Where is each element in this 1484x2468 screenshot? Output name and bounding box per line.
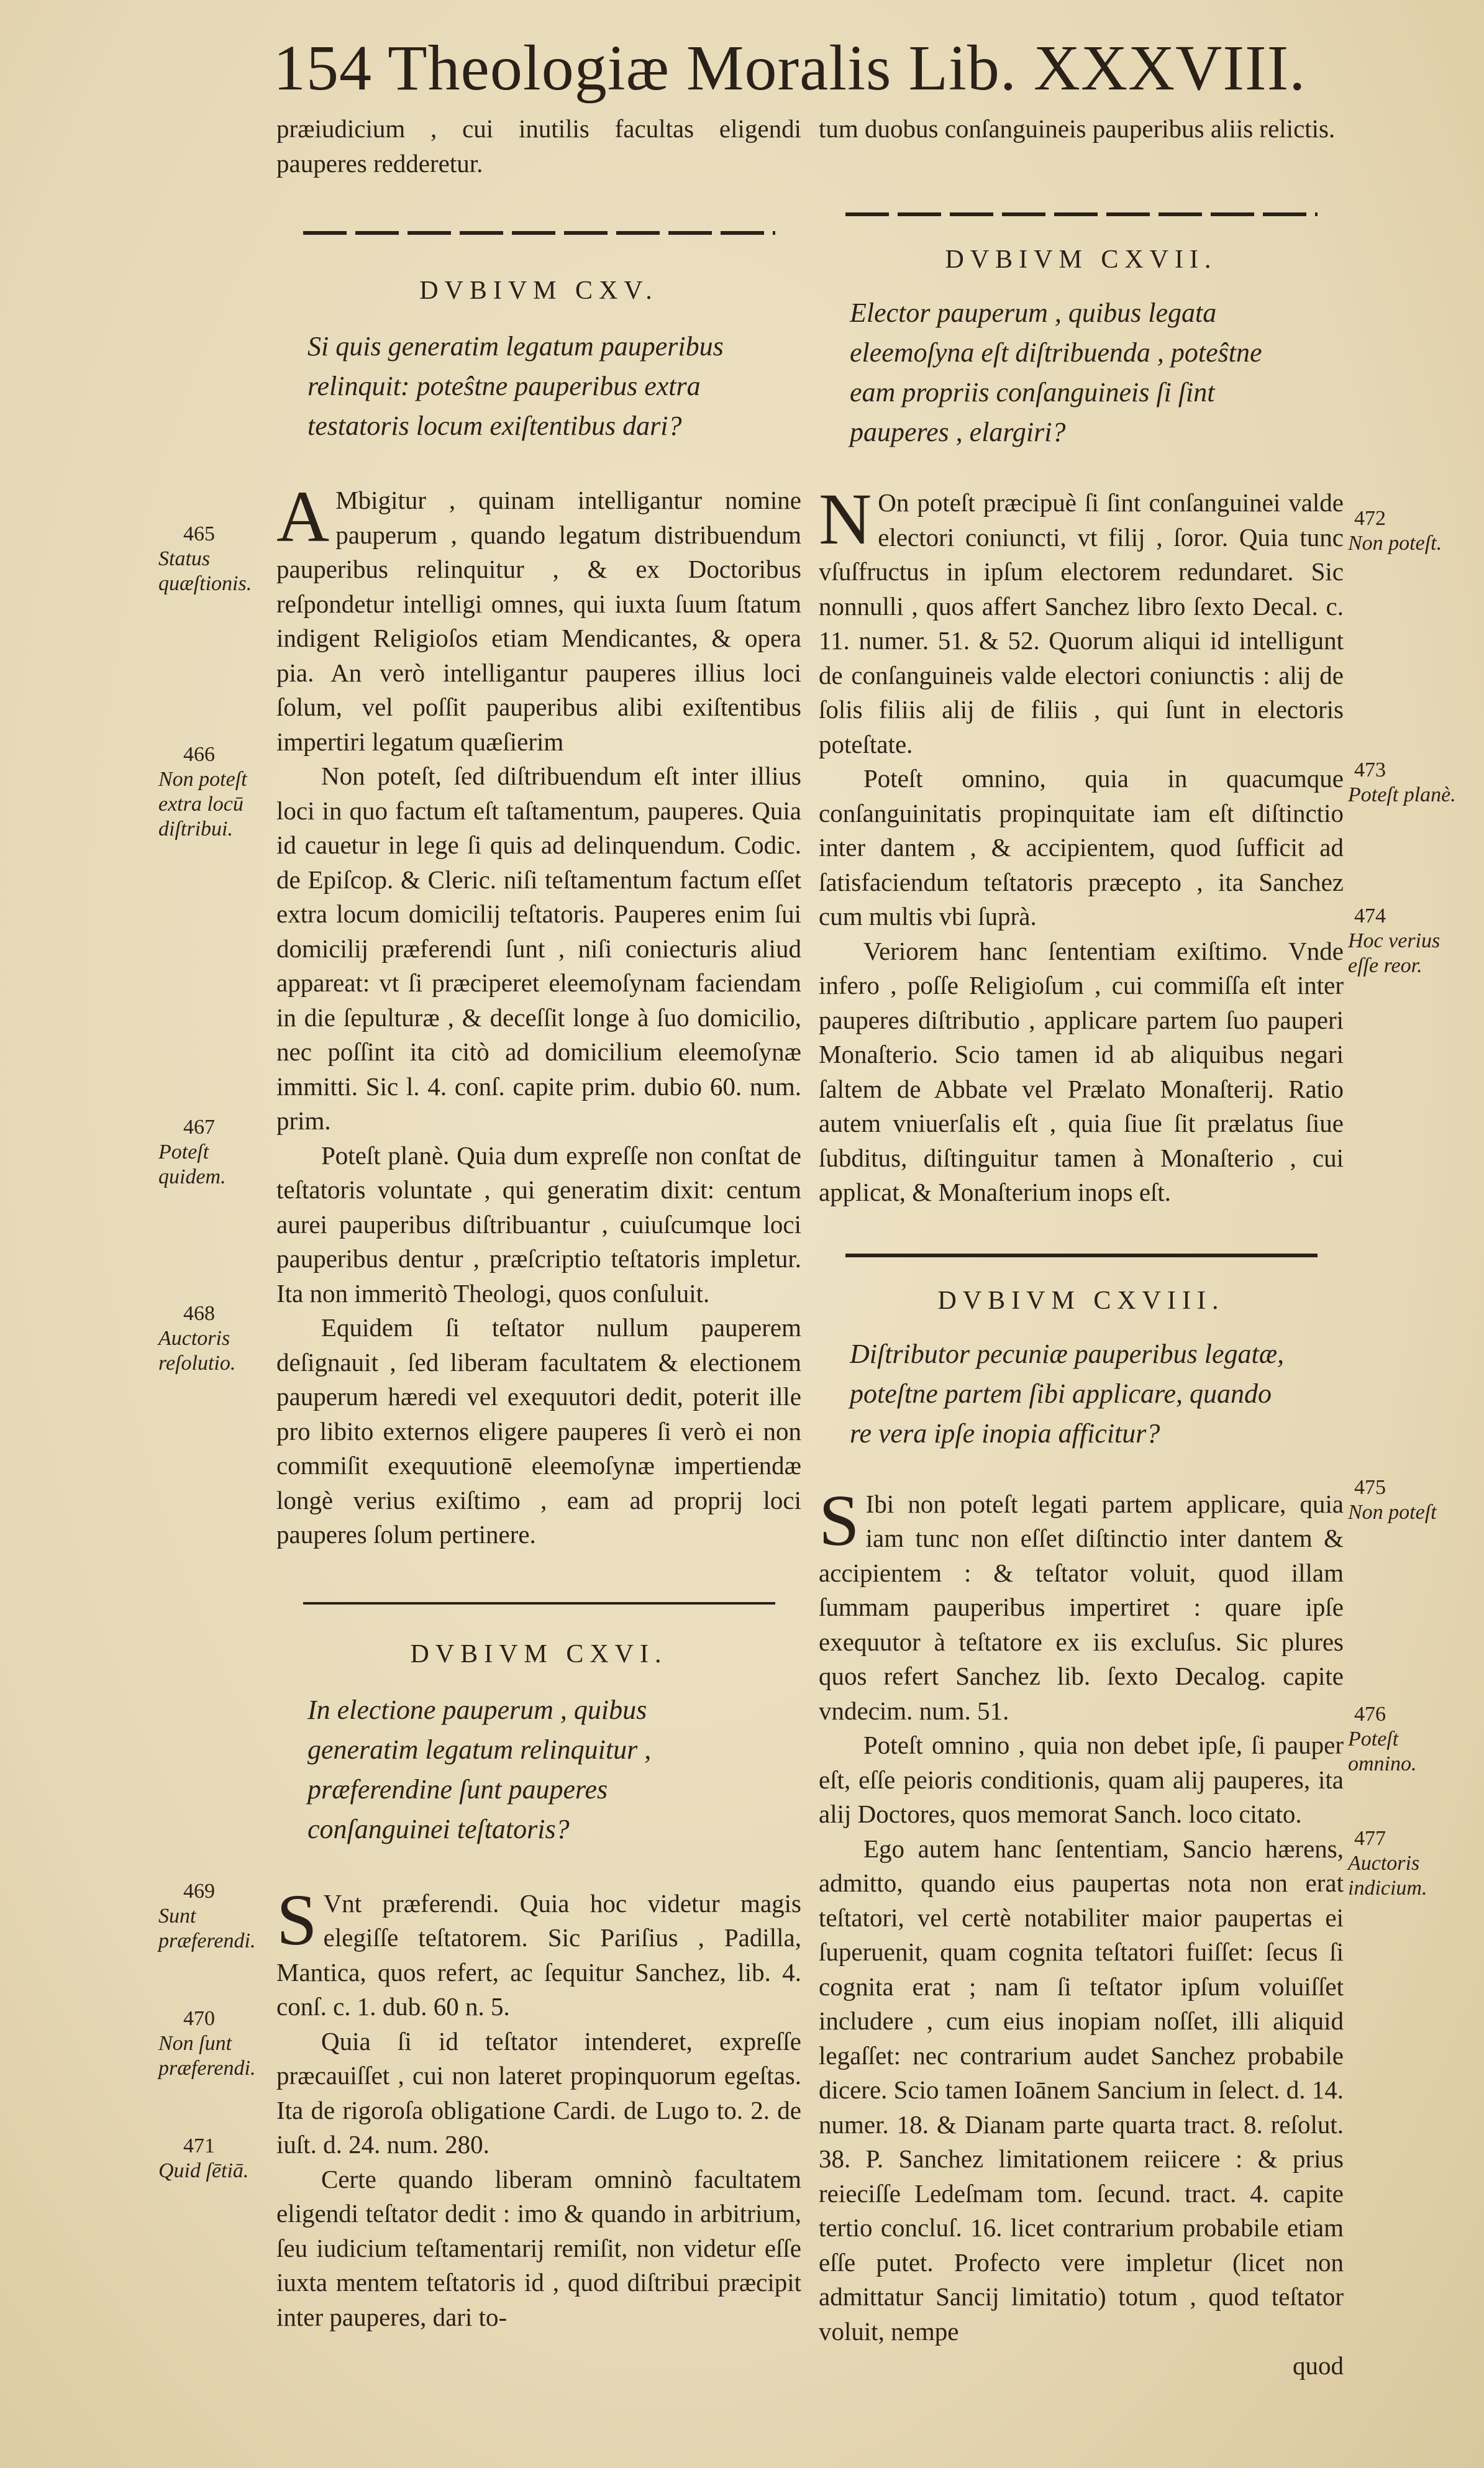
paragraph <box>276 476 801 759</box>
dubium-question-115: Si quis generatim legatum pauperibus relinquit: poteŝtne pauperibus extra testatoris locum exiſtentibus dari? <box>307 331 724 441</box>
paragraph: Quia ſi id teſtator intenderet, expreſſe præcauiſſet , cui non lateret propinquorum egeſtas. Ita de rigoroſa obligatione Cardi. de Lugo to. 2. de iuſt. d. 24. num. 280. <box>276 2026 801 2159</box>
drop-cap: A <box>276 476 330 557</box>
dubium-heading-115: DVBIVM CXV. <box>419 276 658 305</box>
dubium-question-116: In electione pauperum , quibus generatim legatum relinquitur , præferendine ſunt pauperes conſanguinei teſtatoris? <box>307 1694 652 1844</box>
left-column <box>276 112 801 2334</box>
margin-note: 477 Auctoris indicium. <box>1348 1827 1427 1900</box>
dubium-118-body <box>819 1479 1344 2349</box>
dubium-heading-117: DVBIVM CXVII. <box>945 245 1218 274</box>
paragraph <box>819 1479 1344 1729</box>
drop-cap: S <box>276 1878 317 1960</box>
right-carry-text: tum duobus conſanguineis pauperibus aliis relictis. <box>819 114 1336 143</box>
paragraph-text: Mbigitur , quinam intelligantur nomine pauperum , quando legatum distribuendum pauperibus relinquitur , & ex Doctoribus reſpondetur intelligi omnes, qui iuxta ſuum ſtatum indigent Religioſos etiam Mendicantes, & opera pia. An verò intelligantur pauperes illius loci ſolum, vel poſſit pauperibus alibi exiſtentibus impertiri legatum quæſierim <box>276 486 801 756</box>
paragraph <box>276 1878 801 2024</box>
margin-note: 467 Poteſt quidem. <box>158 1116 226 1188</box>
dubium-heading-116: DVBIVM CXVI. <box>410 1639 668 1669</box>
paragraph: Poteſt omnino, quia in quacumque conſanguinitatis propinquitate iam eſt diſtinctio inter dantem , & accipientem, quod ſufficit ad ſatisfaciendum teſtatoris præcepto , ita Sanchez cum multis vbi ſuprà. <box>819 764 1344 931</box>
paragraph: Equidem ſi teſtator nullum pauperem deſignauit , ſed liberam facultatem & electionem pauperum hæredi vel exequutori dedit, poterit ille pro libito externos eligere pauperes ſi verò ei non commiſit exequutionē eleemoſynæ impertiendæ longè verius exiſtimo , eam ad proprij loci pauperes ſolum pertinere. <box>276 1313 801 1549</box>
margin-note: 473 Poteſt planè. <box>1348 758 1456 806</box>
margin-note: 470 Non ſunt præferendi. <box>158 2007 256 2080</box>
paragraph: Poteſt omnino , quia non debet ipſe, ſi pauper eſt, eſſe peioris conditionis, quam alij pauperes, ita alij Doctores, quos memorat Sanch. loco citato. <box>819 1731 1344 1828</box>
dubium-116-body <box>276 1878 801 2335</box>
margin-note: 469 Sunt præferendi. <box>158 1880 256 1952</box>
paragraph-text: On poteſt præcipuè ſi ſint conſanguinei valde electori coniuncti, vt filij , ſoror. Quia tunc vſuſfructus in ipſum electorem redundaret. Sic nonnulli , quos affert Sanchez libro ſexto Decal. c. 11. numer. 51. & 52. Quorum aliqui id intelligunt de conſanguineis valde electori coniunctis : alij de ſolis filiis alij de filiis , qui ſunt in electoris poteſtate. <box>819 488 1344 758</box>
margin-note: 472 Non poteſt. <box>1348 507 1442 555</box>
dubium-117-body <box>819 478 1344 1210</box>
paragraph: Ego autem hanc ſententiam, Sancio hærens, admitto, quando eius paupertas nota non erat teſtatori, vel certè notabiliter maior paupertas ei ſuperuenit, quam cognita teſtatori fuiſſet: ſecus ſi cognita erat ; nam ſi teſtator ipſum voluiſſet includere , cum eius inopiam noſſet, illi aliquid legaſſet: nec contrarium audet Sanchez probabile dicere. Scio tamen Ioānem Sancium in ſelect. d. 14. numer. 18. & Dianam parte quarta tract. 8. reſolut. 38. P. Sanchez limitationem reiicere : & prius reieciſſe Ledeſmam tom. ſecund. tract. 4. capite tertio concluſ. 16. licet contrarium probabile etiam eſſe putet. Profecto vere impletur (licet non admittatur Sancij limitatio) totum , quod teſtator voluit, nempe <box>819 1834 1344 2346</box>
paragraph: Non poteſt, ſed diſtribuendum eſt inter illius loci in quo factum eſt taſtamentum, pauperes. Quia id cauetur in lege ſi quis ad delinquendum. Codic. de Epiſcop. & Cleric. niſi teſtamentum factum eſſet extra locum domicilij teſtatoris. Pauperes enim ſui domicilij præferendi ſunt , niſi coniecturis aliud appareat: vt ſi præciperet eleemoſynam faciendam in die ſepulturæ , & deceſſit longe à ſuo domicilio, nec poſſint ita citò ad domicilium eleemoſynæ immitti. Sic l. 4. conſ. capite prim. dubio 60. num. prim. <box>276 762 801 1135</box>
paragraph <box>819 478 1344 762</box>
paragraph-text: Ibi non poteſt legati partem applicare, quia iam tunc non eſſet diſtinctio inter dantem & accipientem : & teſtator voluit, quod illam ſummam pauperibus impertiret : quare ipſe exequutor à teſtatore ex iis excluſus. Sic plures quos refert Sanchez lib. ſexto Decalog. capite vndecim. num. 51. <box>819 1489 1344 1725</box>
paragraph: Veriorem hanc ſententiam exiſtimo. Vnde infero , poſſe Religioſum , cui commiſſa eſt inter pauperes diſtributio , applicare partem ſuo pauperi Monaſterio. Scio tamen id ab aliquibus negari ſaltem de Abbate vel Prælato Monaſterij. Ratio autem vniuerſalis eſt , quia ſiue ſit prælatus ſiue ſubditus, diſtinguitur tamen à Monaſterio , cui applicat, & Monaſterium inops eſt. <box>819 936 1344 1206</box>
page-number: 154 <box>273 32 372 104</box>
paragraph: Certe quando liberam omninò facultatem eligendi teſtator dedit : imo & quando in arbitrium, ſeu iudicium teſtamentarij remiſit, non videtur eſſe iuxta mentem teſtatoris id , quod diſtribui præcipit inter pauperes, dari to- <box>276 2164 801 2331</box>
margin-note: 466 Non poteſt extra locū diſtribui. <box>158 743 247 840</box>
margin-note: 468 Auctoris reſolutio. <box>158 1302 236 1375</box>
running-head <box>273 25 1329 112</box>
running-title: Theologiæ Moralis Lib. XXXVIII. <box>388 32 1306 104</box>
drop-cap: S <box>819 1479 860 1561</box>
left-carry-text: præiudicium , cui inutilis facultas eligendi pauperes redderetur. <box>276 114 801 178</box>
catchword: quod <box>1293 2351 1344 2380</box>
margin-note: 474 Hoc verius eſſe reor. <box>1348 904 1441 977</box>
dubium-115-body <box>276 476 801 1552</box>
dubium-question-118: Diſtributor pecuniæ pauperibus legatæ, poteſtne partem ſibi applicare, quando re vera ipſe inopia afficitur? <box>850 1338 1285 1449</box>
margin-note: 476 Poteſt omnino. <box>1348 1703 1417 1775</box>
paragraph: Poteſt planè. Quia dum expreſſe non conſtat de teſtatoris voluntate , qui generatim dixit: centum aurei pauperibus diſtribuantur , cuiuſcumque loci pauperibus dentur , præſcriptio teſtatoris impletur. Ita non immeritò Theologi, quos conſuluit. <box>276 1141 801 1308</box>
paragraph-text: Vnt præferendi. Quia hoc videtur magis elegiſſe teſtatorem. Sic Pariſius , Padilla, Mantica, quos refert, ac ſequitur Sanchez, lib. 4. conſ. c. 1. dub. 60 n. 5. <box>276 1888 801 2021</box>
margin-note: 465 Status quæſtionis. <box>158 522 252 595</box>
dubium-question-117: Elector pauperum , quibus legata eleemoſyna eſt diſtribuenda , poteŝtne eam propriis conſanguineis ſi ſint pauperes , elargiri? <box>850 298 1262 447</box>
margin-note: 475 Non poteſt <box>1348 1476 1437 1524</box>
dubium-heading-118: DVBIVM CXVIII. <box>937 1286 1225 1315</box>
margin-note: 471 Quid ſētiā. <box>158 2134 249 2182</box>
drop-cap: N <box>819 478 872 560</box>
right-column <box>819 112 1344 2383</box>
